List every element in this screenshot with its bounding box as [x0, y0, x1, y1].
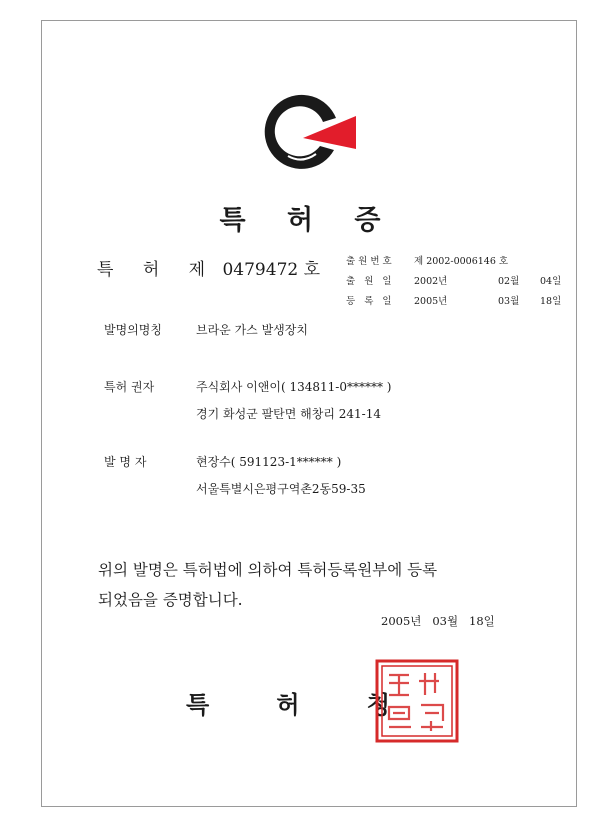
application-date-year: 2002년 — [414, 276, 448, 287]
patent-number-label: 특 허 제 — [97, 260, 218, 280]
application-date-day: 04일 — [540, 276, 562, 287]
certificate-title: 특 허 증 — [219, 205, 397, 236]
application-info — [346, 250, 561, 310]
patent-number — [97, 255, 320, 280]
registration-date-label: 등 록 일 — [346, 296, 395, 307]
statement-line-1: 위의 발명은 특허법에 의하여 특허등록원부에 등록 — [98, 561, 438, 579]
application-number-value: 제 2002-0006146 호 — [414, 256, 509, 267]
registration-date-year: 2005년 — [414, 296, 448, 307]
statement-line-2: 되었음을 증명합니다. — [98, 591, 243, 609]
issuer-char-2: 허 — [276, 691, 300, 719]
issuer-char-1: 특 — [186, 691, 210, 719]
patent-number-suffix: 호 — [303, 260, 321, 280]
government-emblem-icon — [258, 94, 358, 174]
application-number-label: 출원번호 — [346, 256, 395, 267]
application-date-month: 02월 — [498, 276, 520, 287]
registration-date-month: 03월 — [498, 296, 520, 307]
issuer-char-3: 청 — [366, 691, 390, 719]
application-date-label: 출 원 일 — [346, 276, 395, 287]
official-seal-icon — [375, 659, 459, 743]
registration-date-day: 18일 — [540, 296, 562, 307]
application-number-row — [346, 250, 561, 270]
invention-title-label: 발명의명칭 — [104, 323, 162, 337]
application-date-row — [346, 270, 561, 290]
patent-holder-name: 주식회사 이앤이( 134811-0****** ) — [196, 380, 392, 394]
invention-title-value: 브라운 가스 발생장치 — [196, 323, 308, 337]
patent-holder-address: 경기 화성군 팔탄면 해창리 241-14 — [196, 407, 381, 421]
inventor-address: 서울특별시은평구역촌2동59-35 — [196, 482, 366, 496]
patent-number-value: 0479472 — [222, 260, 299, 280]
patent-holder-label: 특허 권자 — [104, 380, 155, 394]
registration-date-row — [346, 290, 561, 310]
inventor-name: 현장수( 591123-1****** ) — [196, 455, 342, 469]
inventor-label: 발 명 자 — [104, 455, 147, 469]
certification-statement — [98, 555, 437, 615]
issue-date: 2005년 03월 18일 — [381, 614, 495, 628]
